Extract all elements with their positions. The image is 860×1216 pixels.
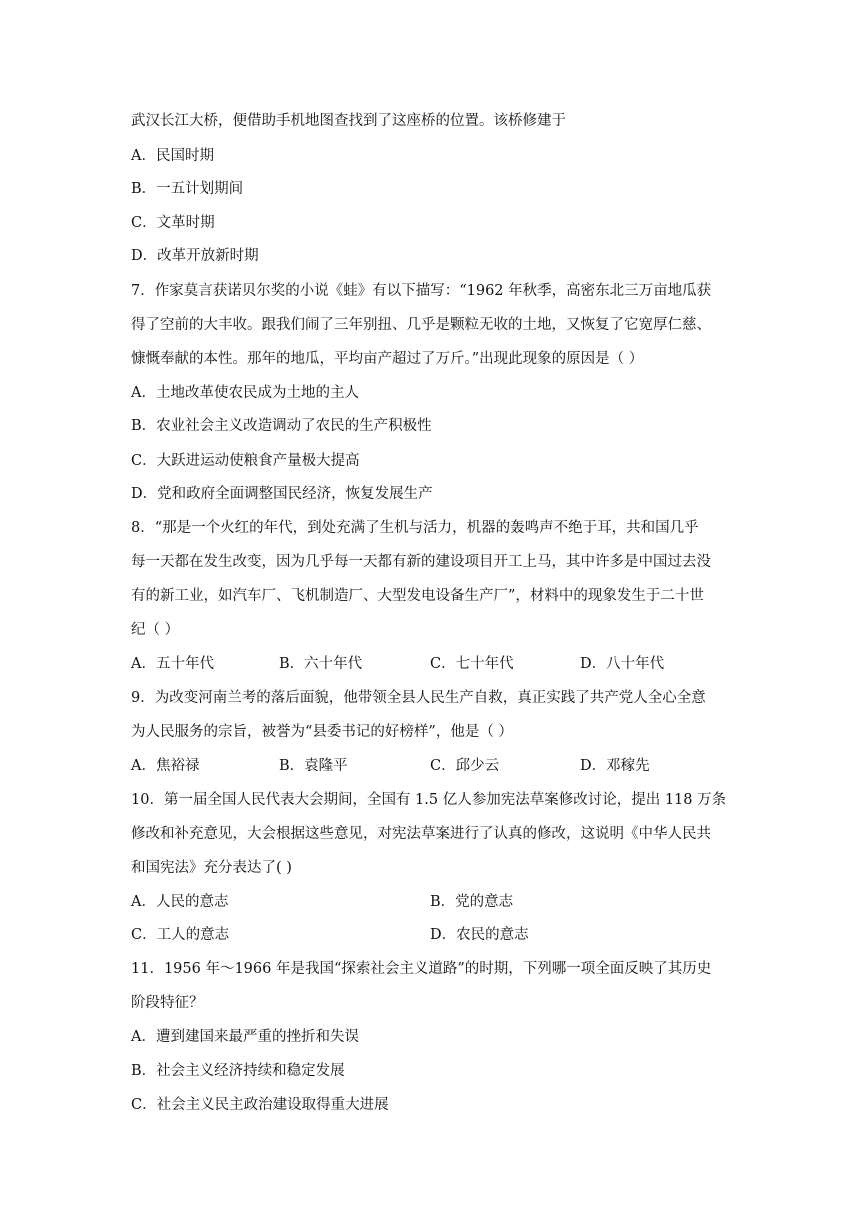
q8-option-d: D．八十年代 <box>580 656 665 672</box>
q9-option-d: D．邓稼先 <box>580 758 650 774</box>
question-8-line-2: 每一天都在发生改变，因为几乎每一天都有新的建设项目开工上马，其中许多是中国过去没 <box>131 554 711 570</box>
question-8-line-3: 有的新工业，如汽车厂、飞机制造厂、大型发电设备生产厂”，材料中的现象发生于二十世 <box>131 588 704 604</box>
q11-option-a: A．遭到建国来最严重的挫折和失误 <box>131 1029 359 1045</box>
question-7-line-1: 7．作家莫言获诺贝尔奖的小说《蛙》有以下描写：“1962 年秋季，高密东北三万亩地瓜获 <box>131 283 712 299</box>
question-9-line-1: 9．为改变河南兰考的落后面貌，他带领全县人民生产自救，真正实践了共产党人全心全意 <box>131 690 706 706</box>
question-8-line-1: 8．“那是一个火红的年代，到处充满了生机与活力，机器的轰鸣声不绝于耳，共和国几乎 <box>131 520 699 536</box>
question-10-line-3: 和国宪法》充分表达了( ) <box>131 860 292 876</box>
q10-option-b: B．党的意志 <box>430 894 514 910</box>
q8-option-a: A．五十年代 <box>131 656 214 672</box>
question-7-line-3: 慷慨奉献的本性。那年的地瓜，平均亩产超过了万斤。”出现此现象的原因是（ ） <box>131 351 644 367</box>
q8-option-b: B．六十年代 <box>279 656 363 672</box>
question-9-line-2: 为人民服务的宗旨，被誉为“县委书记的好榜样”，他是（ ） <box>131 724 513 740</box>
question-6-stem: 武汉长江大桥，便借助手机地图查找到了这座桥的位置。该桥修建于 <box>131 113 566 129</box>
question-10-line-2: 修改和补充意见，大会根据这些意见，对宪法草案进行了认真的修改，这说明《中华人民共 <box>131 826 711 842</box>
q9-option-a: A．焦裕禄 <box>131 758 200 774</box>
question-10-line-1: 10．第一届全国人民代表大会期间，全国有 1.5 亿人参加宪法草案修改讨论，提出 118 万条 <box>131 792 727 808</box>
q11-option-c: C．社会主义民主政治建设取得重大进展 <box>131 1097 389 1113</box>
q6-option-b: B．一五计划期间 <box>131 181 244 197</box>
q11-option-b: B．社会主义经济持续和稳定发展 <box>131 1063 345 1079</box>
q7-option-c: C．大跃进运动使粮食产量极大提高 <box>131 453 360 469</box>
q7-option-a: A．土地改革使农民成为土地的主人 <box>131 385 359 401</box>
q6-option-c: C．文革时期 <box>131 215 215 231</box>
question-8-line-4: 纪（ ） <box>131 622 180 638</box>
q7-option-b: B．农业社会主义改造调动了农民的生产积极性 <box>131 418 432 434</box>
q6-option-d: D．改革开放新时期 <box>131 248 259 264</box>
q10-option-c: C．工人的意志 <box>131 927 230 943</box>
q9-option-c: C．邱少云 <box>430 758 500 774</box>
q10-option-a: A．人民的意志 <box>131 894 229 910</box>
question-11-line-1: 11．1956 年～1966 年是我国“探索社会主义道路”的时期，下列哪一项全面反映了其历史 <box>131 961 712 977</box>
q8-option-c: C．七十年代 <box>430 656 514 672</box>
q7-option-d: D．党和政府全面调整国民经济，恢复发展生产 <box>131 486 433 502</box>
q9-option-b: B．袁隆平 <box>279 758 348 774</box>
q6-option-a: A．民国时期 <box>131 148 214 164</box>
question-11-line-2: 阶段特征？ <box>131 995 204 1011</box>
question-7-line-2: 得了空前的大丰收。跟我们闹了三年别扭、几乎是颗粒无收的土地，又恢复了它宽厚仁慈、 <box>131 317 711 333</box>
q10-option-d: D．农民的意志 <box>430 927 529 943</box>
